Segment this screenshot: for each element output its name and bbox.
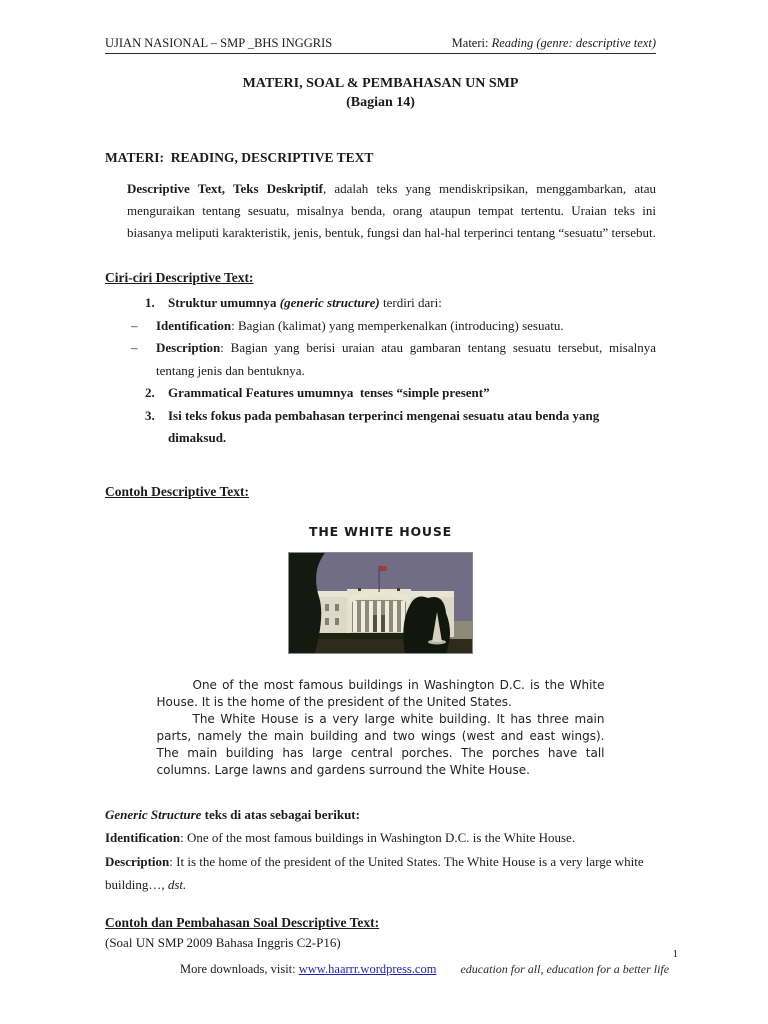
soal-source-note: (Soal UN SMP 2009 Bahasa Inggris C2-P16)	[105, 934, 341, 950]
title-line1: MATERI, SOAL & PEMBAHASAN UN SMP	[242, 76, 519, 91]
list-item: 2. Grammatical Features umumnya tenses “simple present”	[145, 385, 490, 400]
passage-paragraph-2: The White House is a very large white building. It has three main parts, namely the main building and two wings (west and east wings). The main building has large central porches. The porches have tall columns. Large lawns and gardens surround the White House.	[156, 711, 605, 777]
generic-structure-section	[105, 803, 656, 897]
list-subitem: – Identification: Bagian (kalimat) yang memperkenalkan (introducing) sesuatu.	[131, 315, 656, 338]
list-subitem: – Description: Bagian yang berisi uraian atau gambaran tentang sesuatu tersebut, misalnya tentang jenis dan bentuknya.	[131, 337, 656, 382]
generic-identification-row: Identification: One of the most famous buildings in Washington D.C. is the White House.	[105, 830, 576, 845]
footer-tagline: education for all, education for a better life	[460, 962, 670, 976]
ciri-section-heading: Ciri-ciri Descriptive Text:	[105, 270, 254, 285]
generic-structure-heading: Generic Structure teks di atas sebagai berikut:	[105, 806, 360, 822]
passage-paragraph-1: One of the most famous buildings in Washington D.C. is the White House. It is the home of the president of the United States.	[156, 677, 605, 709]
header-materi: Materi: Reading (genre: descriptive text)	[451, 36, 656, 50]
page-footer	[180, 962, 768, 977]
generic-description-row: Description: It is the home of the president of the United States. The White House is a very large white building…, dst.	[105, 853, 644, 892]
page-number: 1	[672, 948, 678, 960]
materi-intro-paragraph: Descriptive Text, Teks Deskriptif, adalah teks yang mendiskripsikan, menggambarkan, atau menguraikan tentang sesuatu, misalnya benda, orang ataupun tempat tertentu. Uraian teks ini biasanya meliputi karakteristik, jenis, bentuk, fungsi dan hal-hal terperinci tentang “sesuatu” tersebut.	[127, 181, 656, 240]
footer-prefix: More downloads, visit:	[180, 962, 299, 976]
header-course-title: UJIAN NASIONAL – SMP _BHS INGGRIS	[105, 36, 333, 50]
white-house-photo-illustration	[289, 553, 472, 653]
materi-section-heading: MATERI: READING, DESCRIPTIVE TEXT	[105, 150, 374, 165]
list-item: 3. Isi teks fokus pada pembahasan terperinci mengenai sesuatu atau benda yang dimaksud.	[145, 407, 600, 445]
contoh-section-heading: Contoh Descriptive Text:	[105, 483, 249, 499]
document-title	[105, 74, 656, 112]
running-header	[105, 36, 656, 54]
reading-passage	[157, 677, 605, 779]
soal-section-heading: Contoh dan Pembahasan Soal Descriptive Text:	[105, 914, 380, 930]
passage-title: THE WHITE HOUSE	[309, 523, 452, 539]
list-item: 1. Struktur umumnya (generic structure) terdiri dari:	[145, 295, 442, 310]
ciri-list	[105, 292, 656, 450]
dash-bullet: –	[131, 317, 138, 333]
dash-bullet: –	[131, 340, 138, 355]
white-house-photo	[288, 552, 473, 654]
title-line2: (Bagian 14)	[346, 95, 415, 110]
footer-download-link[interactable]: www.haarrr.wordpress.com	[298, 962, 437, 976]
